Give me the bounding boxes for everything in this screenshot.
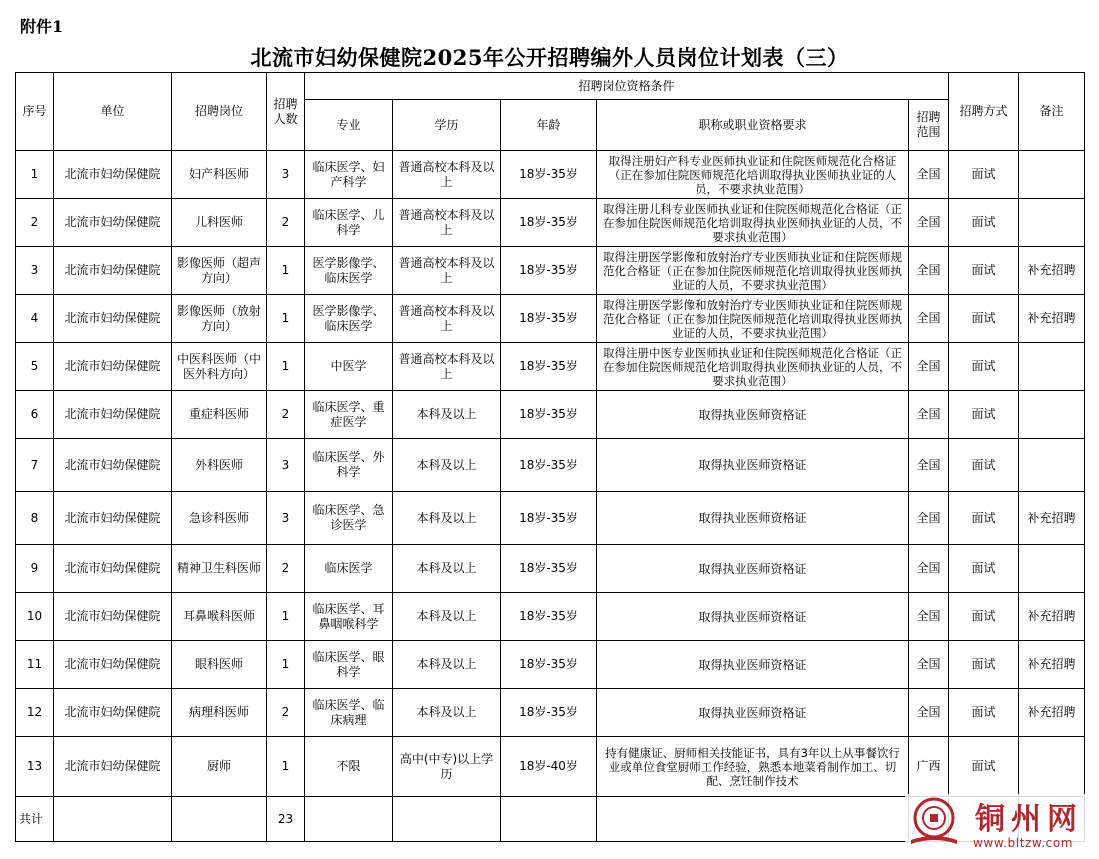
recruitment-table (15, 72, 1085, 842)
cell-qualification: 取得执业医师资格证 (597, 689, 909, 737)
cell-scope: 全国 (909, 151, 949, 199)
cell-position: 影像医师（超声方向） (172, 247, 267, 295)
cell-seq: 9 (16, 545, 54, 593)
attachment-label: 附件1 (20, 17, 64, 36)
cell-scope: 全国 (909, 343, 949, 391)
cell-seq: 8 (16, 492, 54, 545)
total-empty-cell (501, 797, 597, 842)
header-conditions: 招聘岗位资格条件 (305, 73, 949, 100)
header-remark: 备注 (1019, 73, 1085, 151)
header-age: 年龄 (501, 100, 597, 151)
cell-age: 18岁-35岁 (501, 689, 597, 737)
cell-seq: 5 (16, 343, 54, 391)
cell-major: 临床医学、妇产科学 (305, 151, 393, 199)
cell-position: 儿科医师 (172, 199, 267, 247)
cell-major: 临床医学、临床病理 (305, 689, 393, 737)
cell-position: 眼科医师 (172, 641, 267, 689)
cell-count: 1 (267, 593, 305, 641)
cell-remark (1019, 545, 1085, 593)
cell-count: 1 (267, 247, 305, 295)
total-empty-cell (597, 797, 909, 842)
cell-major: 临床医学、重症医学 (305, 391, 393, 439)
cell-count: 1 (267, 641, 305, 689)
cell-seq: 12 (16, 689, 54, 737)
cell-count: 3 (267, 492, 305, 545)
total-empty-cell (172, 797, 267, 842)
total-label: 共计 (16, 797, 54, 842)
cell-method: 面试 (949, 545, 1019, 593)
total-empty-cell (305, 797, 393, 842)
cell-education: 本科及以上 (393, 439, 501, 492)
cell-age: 18岁-35岁 (501, 593, 597, 641)
cell-unit: 北流市妇幼保健院 (54, 439, 172, 492)
cell-count: 3 (267, 439, 305, 492)
cell-education: 本科及以上 (393, 641, 501, 689)
cell-unit: 北流市妇幼保健院 (54, 151, 172, 199)
cell-scope: 全国 (909, 492, 949, 545)
cell-unit: 北流市妇幼保健院 (54, 247, 172, 295)
page-title: 北流市妇幼保健院2025年公开招聘编外人员岗位计划表（三） (250, 45, 849, 70)
header-education: 学历 (393, 100, 501, 151)
cell-remark (1019, 199, 1085, 247)
header-method: 招聘方式 (949, 73, 1019, 151)
cell-age: 18岁-40岁 (501, 737, 597, 797)
table-row (16, 151, 1085, 199)
cell-qualification: 取得执业医师资格证 (597, 593, 909, 641)
cell-age: 18岁-35岁 (501, 545, 597, 593)
cell-position: 外科医师 (172, 439, 267, 492)
table-row (16, 641, 1085, 689)
cell-age: 18岁-35岁 (501, 247, 597, 295)
cell-scope: 全国 (909, 641, 949, 689)
cell-unit: 北流市妇幼保健院 (54, 545, 172, 593)
cell-major: 临床医学、儿科学 (305, 199, 393, 247)
cell-remark: 补充招聘 (1019, 641, 1085, 689)
cell-age: 18岁-35岁 (501, 439, 597, 492)
cell-major: 临床医学、外科学 (305, 439, 393, 492)
cell-education: 本科及以上 (393, 391, 501, 439)
cell-remark: 补充招聘 (1019, 295, 1085, 343)
table-row (16, 737, 1085, 797)
cell-method: 面试 (949, 689, 1019, 737)
cell-scope: 全国 (909, 689, 949, 737)
cell-age: 18岁-35岁 (501, 151, 597, 199)
cell-method: 面试 (949, 593, 1019, 641)
cell-count: 3 (267, 151, 305, 199)
cell-seq: 6 (16, 391, 54, 439)
cell-education: 本科及以上 (393, 545, 501, 593)
cell-method: 面试 (949, 737, 1019, 797)
table-row (16, 689, 1085, 737)
cell-seq: 10 (16, 593, 54, 641)
cell-age: 18岁-35岁 (501, 391, 597, 439)
header-major: 专业 (305, 100, 393, 151)
cell-scope: 全国 (909, 593, 949, 641)
cell-method: 面试 (949, 439, 1019, 492)
cell-seq: 3 (16, 247, 54, 295)
header-position: 招聘岗位 (172, 73, 267, 151)
cell-qualification: 取得执业医师资格证 (597, 641, 909, 689)
table-row (16, 199, 1085, 247)
cell-remark: 补充招聘 (1019, 689, 1085, 737)
cell-major: 中医学 (305, 343, 393, 391)
cell-qualification: 取得执业医师资格证 (597, 545, 909, 593)
cell-unit: 北流市妇幼保健院 (54, 737, 172, 797)
cell-count: 2 (267, 545, 305, 593)
cell-major: 临床医学、耳鼻咽喉科学 (305, 593, 393, 641)
cell-count: 2 (267, 199, 305, 247)
cell-seq: 11 (16, 641, 54, 689)
cell-method: 面试 (949, 151, 1019, 199)
cell-scope: 全国 (909, 439, 949, 492)
cell-position: 病理科医师 (172, 689, 267, 737)
cell-unit: 北流市妇幼保健院 (54, 343, 172, 391)
cell-qualification: 取得执业医师资格证 (597, 391, 909, 439)
cell-qualification: 取得注册医学影像和放射治疗专业医师执业证和住院医师规范化合格证（正在参加住院医师规范化培训取得执业医师执业证的人员，不要求执业范围） (597, 295, 909, 343)
cell-scope: 广西 (909, 737, 949, 797)
cell-unit: 北流市妇幼保健院 (54, 295, 172, 343)
cell-major: 不限 (305, 737, 393, 797)
header-count: 招聘人数 (267, 73, 305, 151)
cell-major: 医学影像学、临床医学 (305, 295, 393, 343)
table-row (16, 593, 1085, 641)
header-unit: 单位 (54, 73, 172, 151)
cell-position: 影像医师（放射方向） (172, 295, 267, 343)
table-row (16, 545, 1085, 593)
cell-age: 18岁-35岁 (501, 641, 597, 689)
cell-remark (1019, 439, 1085, 492)
table-row (16, 391, 1085, 439)
cell-unit: 北流市妇幼保健院 (54, 689, 172, 737)
cell-position: 中医科医师（中医外科方向） (172, 343, 267, 391)
cell-position: 重症科医师 (172, 391, 267, 439)
cell-position: 精神卫生科医师 (172, 545, 267, 593)
cell-age: 18岁-35岁 (501, 199, 597, 247)
cell-count: 2 (267, 689, 305, 737)
cell-qualification: 取得注册医学影像和放射治疗专业医师执业证和住院医师规范化合格证（正在参加住院医师规范化培训取得执业医师执业证的人员，不要求执业范围） (597, 247, 909, 295)
cell-scope: 全国 (909, 247, 949, 295)
cell-education: 高中(中专)以上学历 (393, 737, 501, 797)
cell-education: 普通高校本科及以上 (393, 295, 501, 343)
cell-seq: 13 (16, 737, 54, 797)
cell-method: 面试 (949, 295, 1019, 343)
table-row (16, 247, 1085, 295)
cell-scope: 全国 (909, 391, 949, 439)
cell-unit: 北流市妇幼保健院 (54, 492, 172, 545)
cell-qualification: 持有健康证、厨师相关技能证书，具有3年以上从事餐饮行业或单位食堂厨师工作经验，熟悉本地菜肴制作加工、切配、烹饪制作技术 (597, 737, 909, 797)
cell-method: 面试 (949, 391, 1019, 439)
cell-education: 普通高校本科及以上 (393, 247, 501, 295)
cell-count: 1 (267, 737, 305, 797)
cell-education: 普通高校本科及以上 (393, 343, 501, 391)
cell-remark (1019, 343, 1085, 391)
cell-remark (1019, 737, 1085, 797)
table-row (16, 439, 1085, 492)
total-count: 23 (267, 797, 305, 842)
cell-position: 妇产科医师 (172, 151, 267, 199)
cell-scope: 全国 (909, 295, 949, 343)
cell-unit: 北流市妇幼保健院 (54, 641, 172, 689)
cell-unit: 北流市妇幼保健院 (54, 593, 172, 641)
cell-count: 1 (267, 343, 305, 391)
cell-position: 耳鼻喉科医师 (172, 593, 267, 641)
cell-remark (1019, 151, 1085, 199)
cell-seq: 4 (16, 295, 54, 343)
cell-seq: 2 (16, 199, 54, 247)
table-row (16, 295, 1085, 343)
cell-method: 面试 (949, 641, 1019, 689)
cell-age: 18岁-35岁 (501, 343, 597, 391)
cell-education: 本科及以上 (393, 492, 501, 545)
cell-method: 面试 (949, 492, 1019, 545)
total-empty-cell (393, 797, 501, 842)
cell-scope: 全国 (909, 199, 949, 247)
cell-method: 面试 (949, 199, 1019, 247)
cell-method: 面试 (949, 247, 1019, 295)
cell-unit: 北流市妇幼保健院 (54, 199, 172, 247)
cell-remark: 补充招聘 (1019, 593, 1085, 641)
watermark-name: 铜州网 (975, 802, 1083, 837)
watermark-url: www.bltzw.com (973, 836, 1074, 850)
cell-remark: 补充招聘 (1019, 492, 1085, 545)
header-qualification: 职称或职业资格要求 (597, 100, 909, 151)
cell-position: 厨师 (172, 737, 267, 797)
cell-qualification: 取得注册中医专业医师执业证和住院医师规范化合格证（正在参加住院医师规范化培训取得执业医师执业证的人员，不要求执业范围） (597, 343, 909, 391)
cell-unit: 北流市妇幼保健院 (54, 391, 172, 439)
total-empty-cell (54, 797, 172, 842)
cell-major: 临床医学、急诊医学 (305, 492, 393, 545)
watermark-logo-icon (909, 796, 959, 846)
cell-scope: 全国 (909, 545, 949, 593)
cell-education: 本科及以上 (393, 689, 501, 737)
cell-remark (1019, 391, 1085, 439)
header-seq: 序号 (16, 73, 54, 151)
cell-qualification: 取得执业医师资格证 (597, 492, 909, 545)
cell-education: 普通高校本科及以上 (393, 151, 501, 199)
cell-count: 2 (267, 391, 305, 439)
cell-remark: 补充招聘 (1019, 247, 1085, 295)
cell-qualification: 取得注册妇产科专业医师执业证和住院医师规范化合格证（正在参加住院医师规范化培训取得执业医师执业证的人员，不要求执业范围） (597, 151, 909, 199)
cell-major: 临床医学 (305, 545, 393, 593)
cell-qualification: 取得注册儿科专业医师执业证和住院医师规范化合格证（正在参加住院医师规范化培训取得执业医师执业证的人员，不要求执业范围） (597, 199, 909, 247)
cell-major: 医学影像学、临床医学 (305, 247, 393, 295)
cell-qualification: 取得执业医师资格证 (597, 439, 909, 492)
table-row (16, 343, 1085, 391)
table-row (16, 492, 1085, 545)
cell-age: 18岁-35岁 (501, 492, 597, 545)
cell-position: 急诊科医师 (172, 492, 267, 545)
cell-age: 18岁-35岁 (501, 295, 597, 343)
header-scope: 招聘范围 (909, 100, 949, 151)
cell-method: 面试 (949, 343, 1019, 391)
cell-education: 本科及以上 (393, 593, 501, 641)
cell-major: 临床医学、眼科学 (305, 641, 393, 689)
cell-count: 1 (267, 295, 305, 343)
cell-seq: 1 (16, 151, 54, 199)
cell-education: 普通高校本科及以上 (393, 199, 501, 247)
cell-seq: 7 (16, 439, 54, 492)
watermark (905, 794, 1095, 856)
